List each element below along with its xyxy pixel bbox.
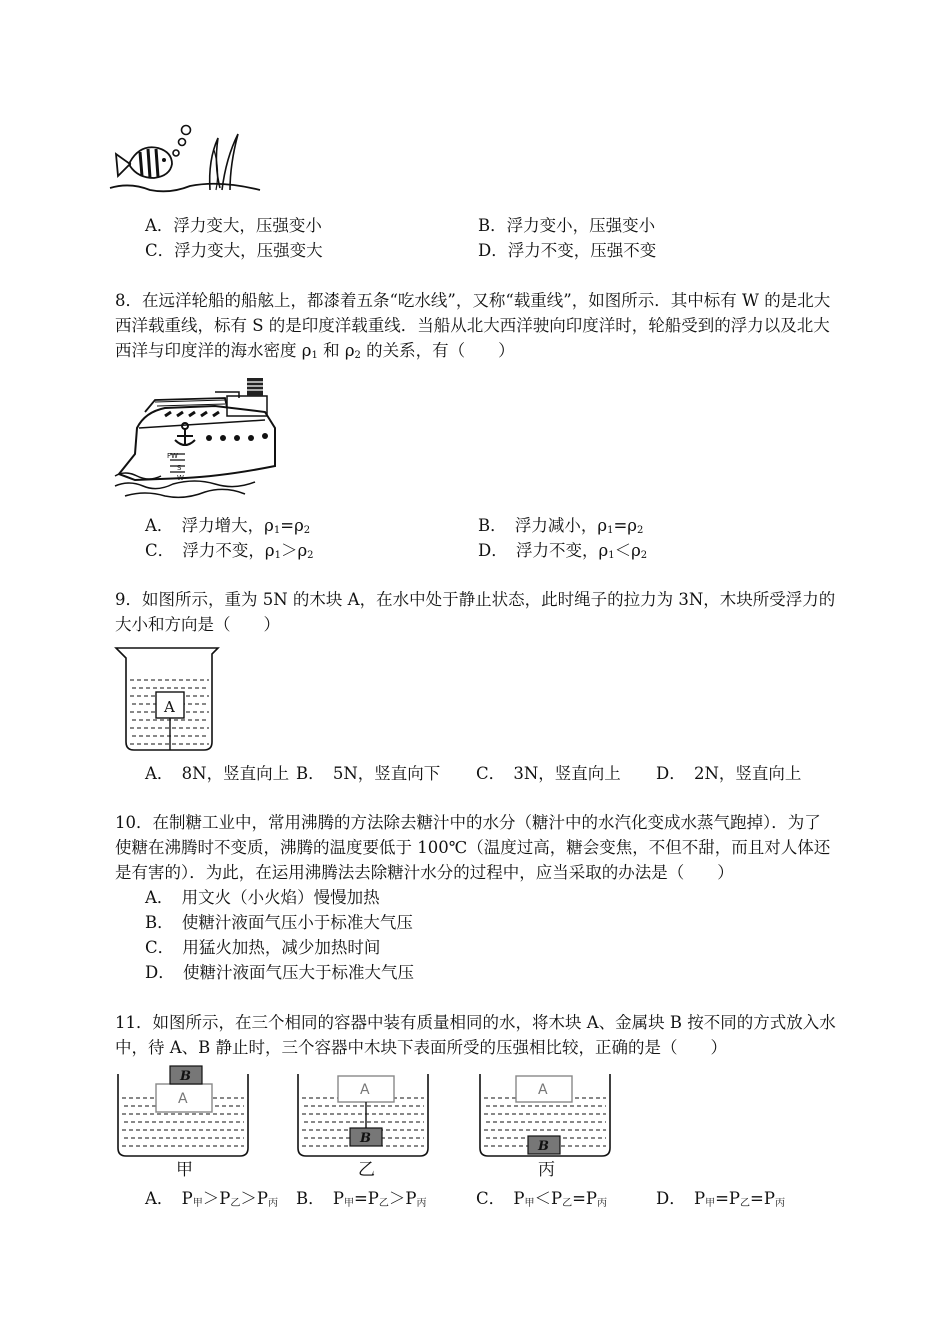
container-jia-figure xyxy=(114,1064,254,1159)
bing-block-a-label: A xyxy=(538,1082,548,1098)
yi-block-a-label: A xyxy=(360,1082,370,1098)
q11-option-b[interactable]: B． $P_甲=P_乙>P_丙$ xyxy=(296,1189,427,1209)
q9-option-a[interactable]: A． 8N，竖直向上 xyxy=(145,764,290,783)
container-bing-figure xyxy=(476,1064,616,1159)
ship-label-s: S xyxy=(177,464,182,472)
container-yi-figure xyxy=(294,1064,434,1159)
q7-option-a[interactable]: A．浮力变大，压强变小 xyxy=(145,216,322,235)
q11-option-c[interactable]: C． $P_甲<P_乙=P_丙$ xyxy=(476,1189,608,1209)
q10-option-b[interactable]: B． 使糖汁液面气压小于标准大气压 xyxy=(145,913,413,932)
caption-yi: 乙 xyxy=(358,1160,375,1180)
q8-option-a[interactable]: A． 浮力增大，$\rho_1=\rho_2$ xyxy=(145,516,311,536)
block-a-label: A xyxy=(164,698,175,716)
yi-block-b-label: B xyxy=(360,1131,371,1146)
q9-option-b[interactable]: B． 5N，竖直向下 xyxy=(296,764,441,783)
q11-option-d[interactable]: D． $P_甲=P_乙=P_丙$ xyxy=(656,1189,785,1209)
fish-figure xyxy=(110,120,270,200)
q9-question: 9．如图所示，重为 5N 的木块 A，在水中处于静止状态，此时绳子的拉力为 3N，木块所受浮力的 大小和方向是（ ） xyxy=(115,590,836,634)
q10-option-c[interactable]: C． 用猛火加热，减少加热时间 xyxy=(145,938,381,957)
beaker-figure xyxy=(114,646,224,752)
jia-block-b-label: B xyxy=(180,1069,191,1084)
q7-option-d[interactable]: D．浮力不变，压强不变 xyxy=(478,241,657,260)
caption-bing: 丙 xyxy=(538,1160,555,1180)
q7-option-b[interactable]: B．浮力变小，压强变小 xyxy=(478,216,656,235)
q8-option-d[interactable]: D． 浮力不变，$\rho_1<\rho_2$ xyxy=(478,541,648,561)
q8-option-c[interactable]: C． 浮力不变，$\rho_1>\rho_2$ xyxy=(145,541,314,561)
q8-question: 8．在远洋轮船的船舷上，都漆着五条“吃水线”，又称“载重线”，如图所示．其中标有 W 的是北大 西洋载重线，标有 S 的是印度洋载重线．当船从北大西洋驶向印度洋时，轮船受到的浮力以及北大 西洋与印度洋的海水密度 $\rho_1$ 和 $\rho_2$ 的关系，有（ ） xyxy=(115,291,831,361)
q10-question: 10．在制糖工业中，常用沸腾的方法除去糖汁中的水分（糖汁中的水汽化变成水蒸气跑掉）．为了 使糖在沸腾时不变质，沸腾的温度要低于 100℃（温度过高，糖会变焦，不但不甜，而且对人体还 是有害的）．为此，在运用沸腾法去除糖汁水分的过程中，应当采取的办法是（ ） xyxy=(115,813,831,882)
q7-option-c[interactable]: C．浮力变大，压强变大 xyxy=(145,241,323,260)
q10-option-a[interactable]: A． 用文火（小火焰）慢慢加热 xyxy=(145,888,380,907)
caption-jia: 甲 xyxy=(176,1160,193,1180)
ship-label-fw: FW xyxy=(167,452,178,460)
ship-label-w: W xyxy=(177,474,184,482)
ship-figure xyxy=(115,372,280,502)
q10-option-d[interactable]: D． 使糖汁液面气压大于标准大气压 xyxy=(145,963,414,982)
jia-block-a-label: A xyxy=(178,1091,188,1107)
bing-block-b-label: B xyxy=(538,1139,549,1154)
q11-option-a[interactable]: A． $P_甲>P_乙>P_丙$ xyxy=(145,1189,278,1209)
q9-option-c[interactable]: C． 3N，竖直向上 xyxy=(476,764,621,783)
q11-question: 11．如图所示，在三个相同的容器中装有质量相同的水，将木块 A、金属块 B 按不同的方式放入水 中，待 A、B 静止时，三个容器中木块下表面所受的压强相比较，正确的是（ ） xyxy=(115,1013,836,1057)
q8-option-b[interactable]: B． 浮力减小，$\rho_1=\rho_2$ xyxy=(478,516,644,536)
q9-option-d[interactable]: D． 2N，竖直向上 xyxy=(656,764,802,783)
